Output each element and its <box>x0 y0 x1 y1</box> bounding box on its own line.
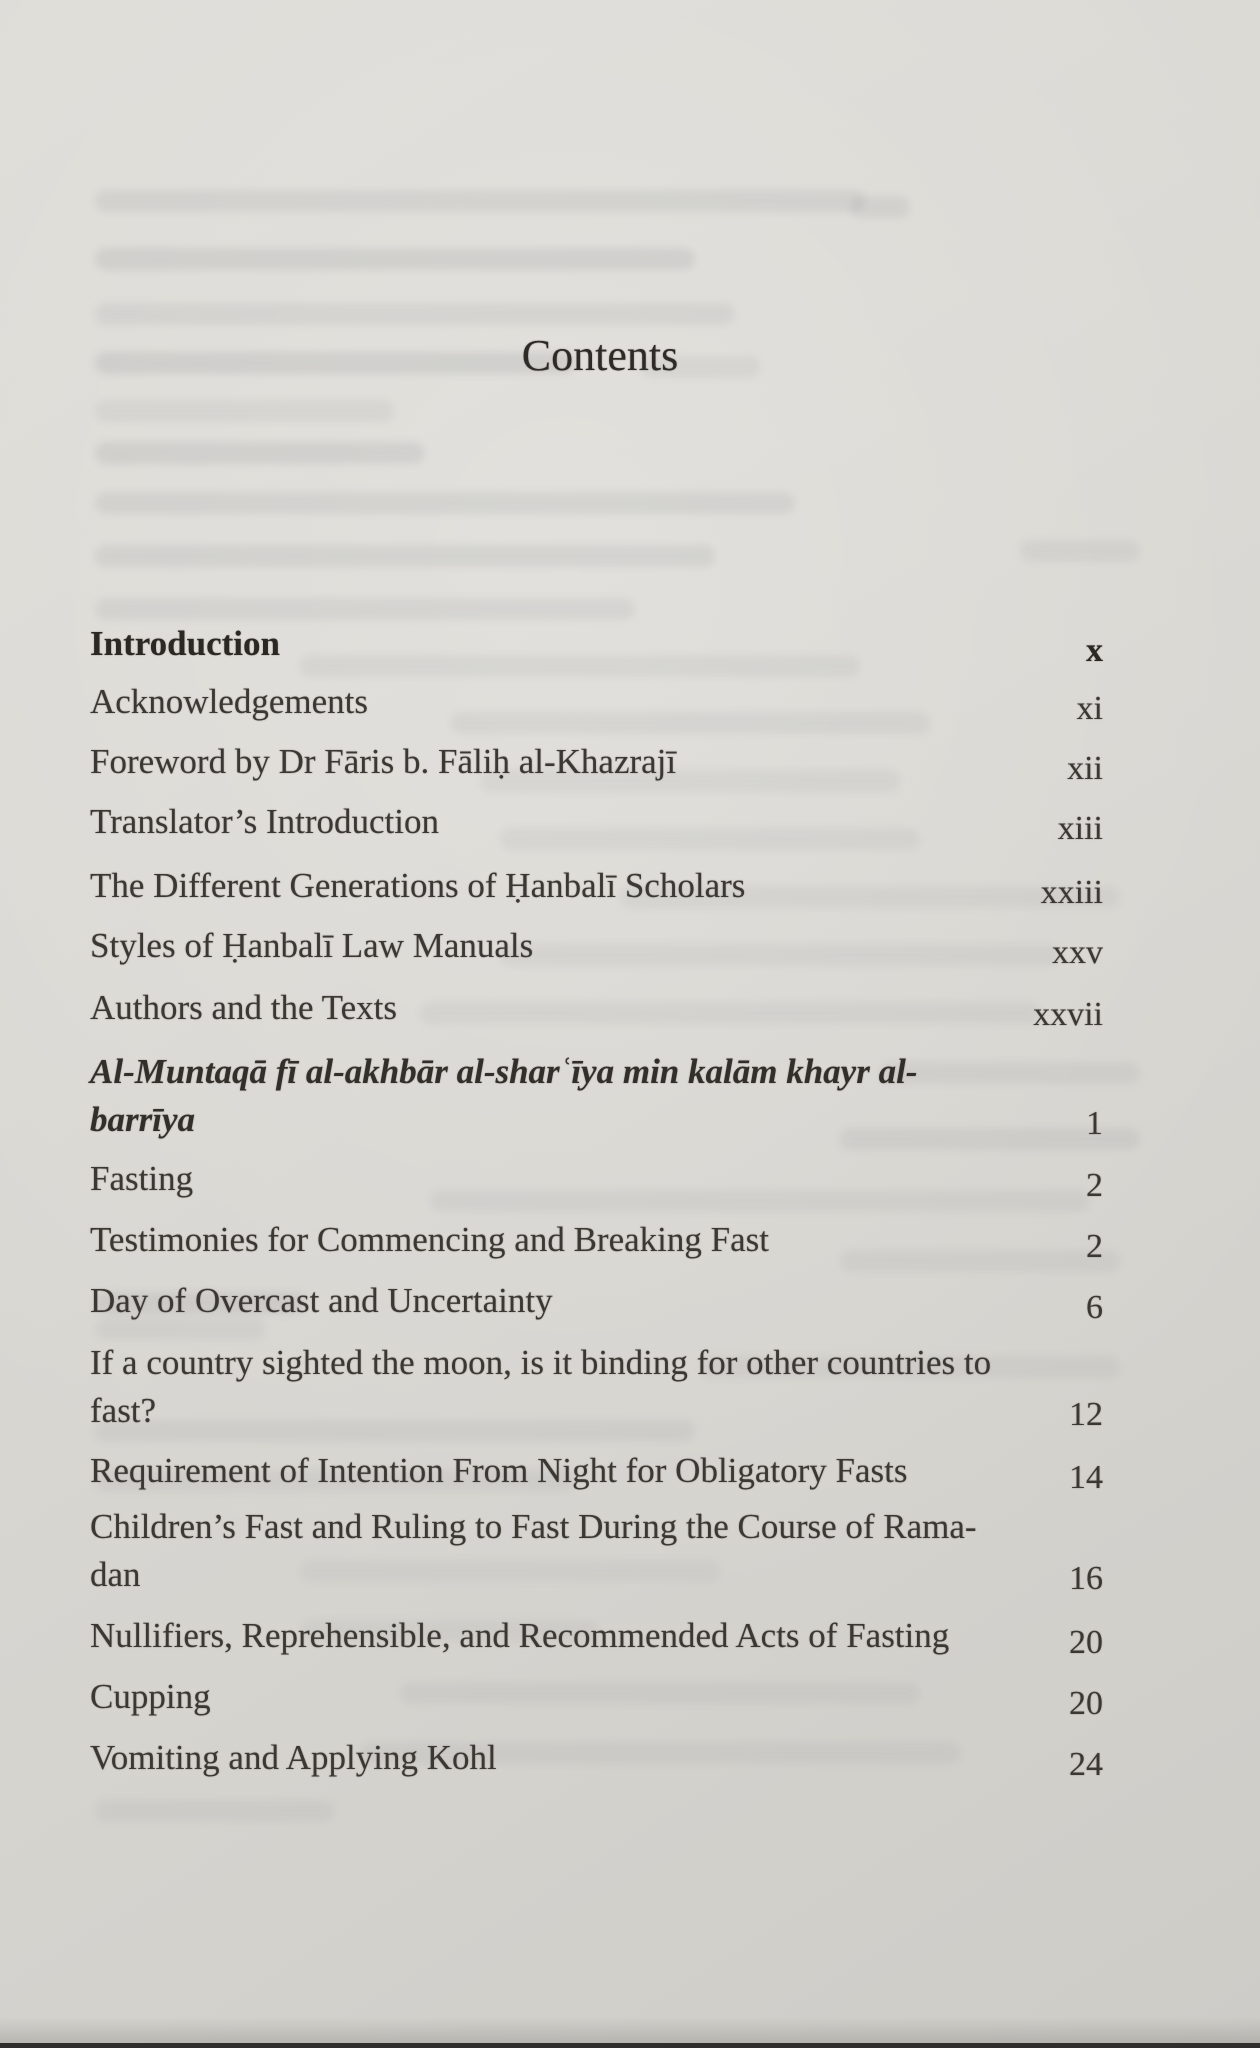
toc-entry-label: Children’s Fast and Ruling to Fast During the Course of Rama- <box>90 1507 977 1546</box>
toc-entry-page: 16 <box>1069 1560 1103 1597</box>
toc-entry-page: xi <box>1076 690 1103 727</box>
toc-entry-page: xxiii <box>1040 874 1103 911</box>
toc-entry-label: Styles of Ḥanbalī Law Manuals <box>90 926 534 965</box>
toc-entry <box>90 862 1103 910</box>
page-bottom-edge <box>0 2043 1260 2048</box>
toc-entry <box>90 922 1103 970</box>
toc-entry-label: Introduction <box>90 624 280 663</box>
toc-entry-page: x <box>1086 632 1103 669</box>
toc-entry-label: Vomiting and Applying Kohl <box>90 1738 497 1777</box>
toc-entry-label: Authors and the Texts <box>90 988 398 1027</box>
toc-entry-label: If a country sighted the moon, is it binding for other countries to <box>90 1343 992 1382</box>
toc-entry <box>90 1339 1103 1435</box>
toc-entry-label: Nullifiers, Reprehensible, and Recommended Acts of Fasting <box>90 1616 950 1655</box>
toc-entry-label: Al-Muntaqā fī al-akhbār al-sharʿīya min kalām khayr al- <box>90 1052 918 1091</box>
toc-entry <box>90 1216 1103 1264</box>
toc-entry-page: 1 <box>1086 1105 1103 1142</box>
toc-entry <box>90 1048 1103 1144</box>
toc-entry <box>90 798 1103 846</box>
toc-entry-label: barrīya <box>90 1100 195 1139</box>
toc-entry <box>90 1734 1103 1782</box>
toc-entry-label: Cupping <box>90 1677 211 1716</box>
toc-entry-label: Fasting <box>90 1159 194 1198</box>
toc-entry <box>90 1447 1103 1495</box>
toc-entry-page: 2 <box>1086 1167 1103 1204</box>
toc-entry-page: xiii <box>1057 810 1103 847</box>
toc-entry-page: xxvii <box>1033 996 1103 1033</box>
page-bottom-shadow <box>0 2017 1260 2043</box>
toc-entry-label: Foreword by Dr Fāris b. Fāliḥ al-Khazrajī <box>90 742 677 781</box>
toc-entry-label: Testimonies for Commencing and Breaking Fast <box>90 1220 769 1259</box>
toc-entry-label: fast? <box>90 1391 157 1430</box>
toc-entry <box>90 620 1103 668</box>
toc-entry-label: Requirement of Intention From Night for Obligatory Fasts <box>90 1451 908 1490</box>
toc-entry <box>90 678 1103 726</box>
toc-entry <box>90 1503 1103 1599</box>
toc-entry <box>90 1155 1103 1203</box>
toc-entry <box>90 984 1103 1032</box>
toc-entry-label: Day of Overcast and Uncertainty <box>90 1281 553 1320</box>
toc-entry <box>90 1673 1103 1721</box>
toc-entry-page: xii <box>1067 750 1103 787</box>
toc-entry-label: dan <box>90 1555 141 1594</box>
toc-entry-page: 20 <box>1069 1685 1103 1722</box>
toc-entry <box>90 1612 1103 1660</box>
toc-entry-page: 24 <box>1069 1746 1103 1783</box>
page-title: Contents <box>521 331 679 380</box>
toc-entry <box>90 1277 1103 1325</box>
toc-entry-page: 2 <box>1086 1228 1103 1265</box>
toc-entry <box>90 738 1103 786</box>
toc-entry-page: 6 <box>1086 1289 1103 1326</box>
toc-entry-page: 20 <box>1069 1624 1103 1661</box>
toc-entry-label: The Different Generations of Ḥanbalī Scholars <box>90 866 746 905</box>
toc-entry-page: 12 <box>1069 1396 1103 1433</box>
toc-entry-page: 14 <box>1069 1459 1103 1496</box>
toc-entry-label: Acknowledgements <box>90 682 368 721</box>
toc-entry-label: Translator’s Introduction <box>90 802 440 841</box>
toc-entry-page: xxv <box>1052 934 1103 971</box>
